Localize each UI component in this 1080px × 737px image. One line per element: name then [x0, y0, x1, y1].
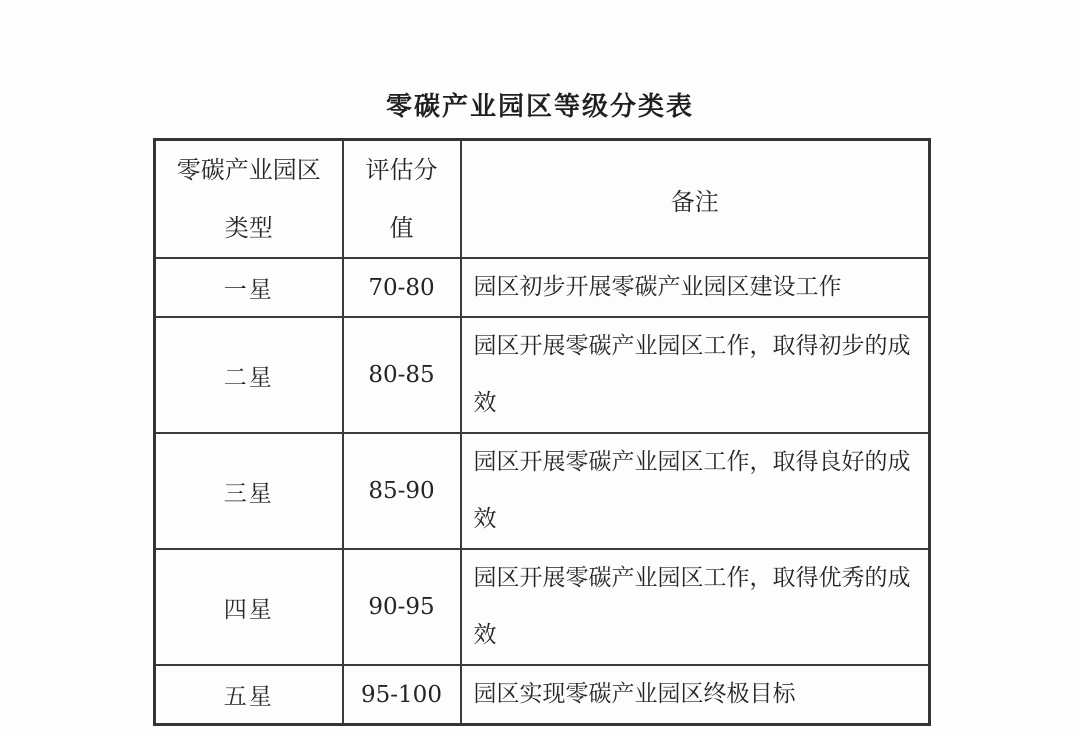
cell-score: 80-85 [343, 317, 461, 433]
cell-type: 五星 [155, 665, 343, 725]
cell-type: 二星 [155, 317, 343, 433]
header-type-line1: 零碳产业园区 [176, 156, 321, 184]
cell-score: 95-100 [343, 665, 461, 725]
table-row [155, 258, 930, 317]
table-row [155, 433, 930, 549]
cell-type: 四星 [155, 549, 343, 665]
cell-remark: 园区实现零碳产业园区终极目标 [461, 665, 930, 725]
table-row [155, 549, 930, 665]
page-title: 零碳产业园区等级分类表 [385, 92, 694, 122]
cell-type: 一星 [155, 258, 343, 317]
table-row [155, 317, 930, 433]
cell-remark: 园区初步开展零碳产业园区建设工作 [461, 258, 930, 317]
table-row [155, 665, 930, 725]
cell-type: 三星 [155, 433, 343, 549]
cell-remark: 园区开展零碳产业园区工作，取得初步的成效 [461, 317, 930, 433]
cell-score: 90-95 [343, 549, 461, 665]
header-cell-remark: 备注 [461, 140, 930, 259]
header-type-line2: 类型 [224, 214, 273, 242]
cell-score: 70-80 [343, 258, 461, 317]
table-header-row [155, 140, 930, 259]
grade-classification-table [153, 138, 931, 726]
header-score-line2: 值 [389, 214, 414, 242]
header-cell-type [155, 140, 343, 259]
cell-score: 85-90 [343, 433, 461, 549]
header-score-line1: 评估分 [365, 156, 438, 184]
header-cell-score [343, 140, 461, 259]
cell-remark: 园区开展零碳产业园区工作，取得优秀的成效 [461, 549, 930, 665]
cell-remark: 园区开展零碳产业园区工作，取得良好的成效 [461, 433, 930, 549]
